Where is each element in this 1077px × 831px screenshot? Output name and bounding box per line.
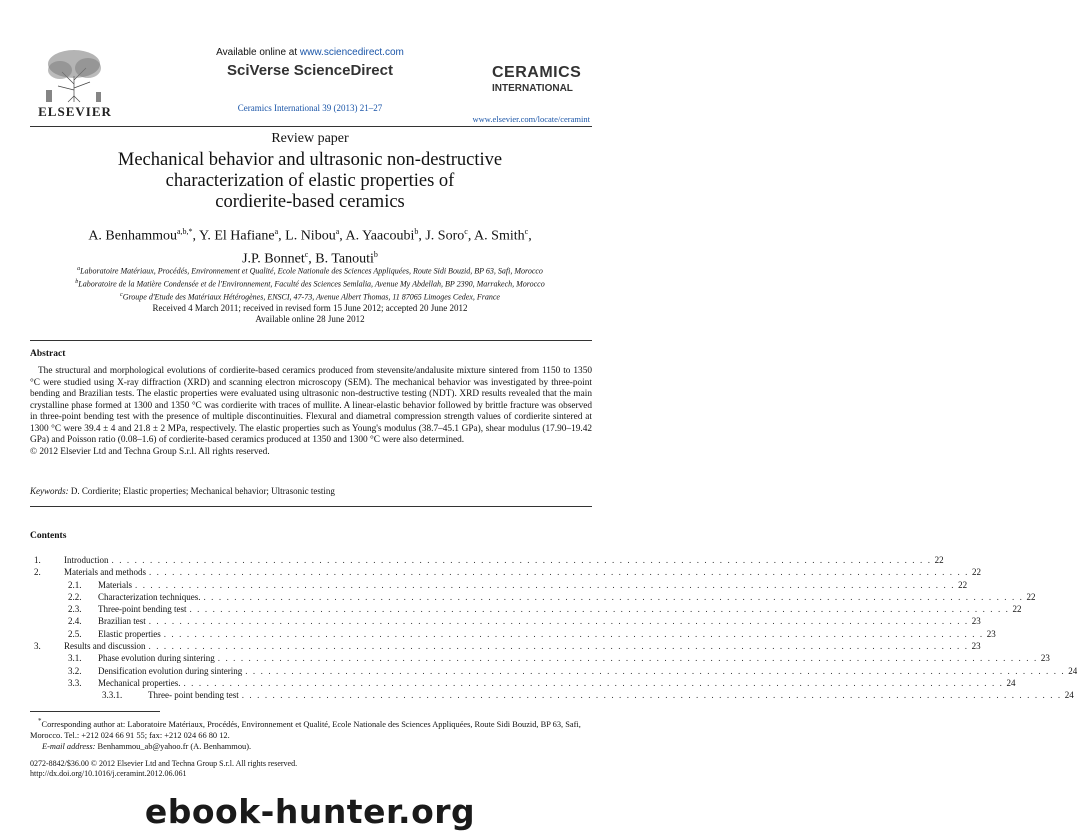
toc-page: 22 bbox=[934, 555, 944, 565]
toc-entry[interactable] bbox=[30, 554, 944, 566]
affiliation: $^c$Groupe d'Etude des Matériaux Hétérogènes, ENSCI, 47-73, Avenue Albert Thomas, 11 87065 Limoges Cedex, France bbox=[120, 292, 500, 302]
abstract-copyright: © 2012 Elsevier Ltd and Techna Group S.r.l. All rights reserved. bbox=[30, 446, 270, 457]
article-title bbox=[0, 150, 620, 213]
toc-page: 23 bbox=[971, 616, 981, 627]
affiliation: $^b$Laboratoire de la Matière Condensée et de l'Environnement, Faculté des Sciences Semlalia, Avenue My Abdellah, BP 2390, Marrakech, Morocco bbox=[75, 279, 545, 289]
abstract-heading: Abstract bbox=[30, 349, 66, 359]
toc-page: 23 bbox=[986, 628, 996, 639]
author-sup[interactable]: c bbox=[524, 227, 529, 236]
title-line: characterization of elastic properties of bbox=[165, 171, 455, 191]
toc-number: 3.2. bbox=[68, 665, 82, 676]
header-rule bbox=[30, 126, 592, 127]
author-sup[interactable]: b bbox=[373, 249, 378, 259]
toc-entry[interactable] bbox=[30, 603, 1022, 615]
abstract-top-rule bbox=[30, 340, 592, 341]
toc-leader-dots: . . . . . . . . . . . . . . . . . . . . . . . . . . . . . . . . . . . . . . . . . . . . . . . . . . . . . . . . . . . . . . . . . . . . . . . . . . . . . . . . . . . . . . . . . . . . . . . . . . . . . . . . . . . bbox=[163, 628, 984, 639]
toc-title: Mechanical properties. bbox=[98, 677, 181, 688]
footnote-marker: * bbox=[38, 717, 42, 725]
article-type: Review paper bbox=[271, 131, 349, 146]
journal-logo-line2: INTERNATIONAL bbox=[492, 83, 573, 94]
toc-number: 2.4. bbox=[68, 616, 82, 627]
toc-entry[interactable] bbox=[30, 591, 1036, 603]
toc-number: 2.3. bbox=[68, 604, 82, 615]
toc-entry[interactable] bbox=[30, 677, 1016, 689]
toc-entry[interactable] bbox=[30, 615, 981, 627]
toc-entry[interactable] bbox=[30, 640, 981, 652]
toc-title: Three-point bending test bbox=[98, 604, 187, 615]
toc-page: 24 bbox=[1064, 690, 1074, 701]
toc-page: 22 bbox=[1026, 591, 1036, 602]
toc-leader-dots: . . . . . . . . . . . . . . . . . . . . . . . . . . . . . . . . . . . . . . . . . . . . . . . . . . . . . . . . . . . . . . . . . . . . . . . . . . . . . . . . . . . . . . . . . . . . . . . . . . . . . . . . . . . bbox=[111, 555, 932, 565]
issn-footer bbox=[30, 759, 297, 779]
toc-entry[interactable] bbox=[30, 652, 1050, 664]
affiliations bbox=[20, 264, 600, 303]
author-name: Y. El Hafiane bbox=[199, 228, 275, 244]
toc-page: 24 bbox=[1006, 677, 1016, 688]
toc-leader-dots: . . . . . . . . . . . . . . . . . . . . . . . . . . . . . . . . . . . . . . . . . . . . . . . . . . . . . . . . . . . . . . . . . . . . . . . . . . . . . . . . . . . . . . . . . . . . . . . . . . . . . . . . . . . bbox=[241, 690, 1062, 701]
toc-title: Introduction bbox=[64, 555, 109, 565]
toc-leader-dots: . . . . . . . . . . . . . . . . . . . . . . . . . . . . . . . . . . . . . . . . . . . . . . . . . . . . . . . . . . . . . . . . . . . . . . . . . . . . . . . . . . . . . . . . . . . . . . . . . . . . . . . . . . . bbox=[148, 567, 970, 578]
affiliation: $^a$Laboratoire Matériaux, Procédés, Environnement et Qualité, Ecole Nationale des Sciences Appliquées, Route Sidi Bouzid, BP 63, Safi, Morocco bbox=[77, 266, 543, 276]
toc-title: Three- point bending test bbox=[148, 690, 239, 701]
toc-entry[interactable] bbox=[30, 628, 996, 640]
toc-title: Phase evolution during sintering bbox=[98, 653, 215, 664]
abstract-paragraph: The structural and morphological evolutions of cordierite-based ceramics produced from stevensite/andalusite mixture sintered from 1150 to 1350 °C were studied using X-ray diffraction (XRD) and scanning electron microscopy (SEM). The mechanical behavior was investigated by three-point bending and Brazilian tests. The elastic properties were evaluated using ultrasonic non-destructive testing (NDT). XRD results revealed that the main crystalline phase formed at 1300 and 1350 °C was cordierite with traces of mullite. A linear-elastic behavior followed by brittle fracture was observed in three-point bending test with the presence of multiple discontinuities. Flexural and diametral compression strength values of cordierite sintered at 1300 °C were 39.4 ± 4 and 21.8 ± 2 MPa, respectively. The elastic properties such as Young's modulus (38.7–45.1 GPa), shear modulus (17.90–19.42 GPa) and Poisson ratio (0.08–1.6) of cordierite-based ceramics produced at 1350 and 1300 °C were also determined. bbox=[30, 366, 592, 445]
toc-title: Densification evolution during sintering bbox=[98, 665, 243, 676]
keywords-list: D. Cordierite; Elastic properties; Mechanical behavior; Ultrasonic testing bbox=[70, 486, 335, 496]
toc-number: 3. bbox=[34, 641, 41, 652]
author-name: J. Soro bbox=[425, 228, 465, 244]
author-name: J.P. Bonnet bbox=[242, 251, 305, 267]
title-line: Mechanical behavior and ultrasonic non-destructive bbox=[117, 150, 503, 170]
contents-heading: Contents bbox=[30, 531, 67, 541]
toc-leader-dots: . . . . . . . . . . . . . . . . . . . . . . . . . . . . . . . . . . . . . . . . . . . . . . . . . . . . . . . . . . . . . . . . . . . . . . . . . . . . . . . . . . . . . . . . . . . . . . . . . . . . . . . . . . . bbox=[189, 604, 1010, 615]
toc-title: Materials and methods bbox=[64, 567, 146, 578]
available-prefix: Available online at bbox=[216, 47, 300, 58]
author-sup[interactable]: a bbox=[335, 227, 340, 236]
toc-leader-dots: . . . . . . . . . . . . . . . . . . . . . . . . . . . . . . . . . . . . . . . . . . . . . . . . . . . . . . . . . . . . . . . . . . . . . . . . . . . . . . . . . . . . . . . . . . . . . . . . . . . . . . . . . . . bbox=[148, 641, 969, 652]
toc-number: 3.3. bbox=[68, 677, 82, 688]
toc-number: 2.1. bbox=[68, 579, 82, 590]
author-sup[interactable]: c bbox=[304, 249, 309, 259]
author-name: B. Tanouti bbox=[315, 251, 374, 267]
platform-name: SciVerse ScienceDirect bbox=[227, 62, 393, 79]
toc-title: Results and discussion bbox=[64, 641, 146, 652]
journal-url-link[interactable]: www.elsevier.com/locate/ceramint bbox=[472, 114, 590, 124]
footnote-text: Corresponding author at: Laboratoire Matériaux, Procédés, Environnement et Qualité, Ecole Nationale des Sciences Appliquées, Route Sidi Bouzid, BP 63, Safi, Morocco. Tel.: +212 024 66 91 55; fax: +212 024 66 80 12. bbox=[30, 719, 581, 740]
journal-logo bbox=[492, 64, 592, 94]
author-name: L. Nibou bbox=[285, 228, 336, 244]
article-dates bbox=[0, 303, 620, 325]
toc-entry[interactable] bbox=[30, 579, 968, 591]
author-sup[interactable]: a,b,* bbox=[176, 227, 193, 236]
toc-leader-dots: . . . . . . . . . . . . . . . . . . . . . . . . . . . . . . . . . . . . . . . . . . . . . . . . . . . . . . . . . . . . . . . . . . . . . . . . . . . . . . . . . . . . . . . . . . . . . . . . . . . . . . . . . . . bbox=[217, 653, 1038, 664]
watermark: ebook-hunter.org bbox=[144, 792, 476, 831]
author-sup[interactable]: b bbox=[414, 227, 419, 236]
toc-page: 22 bbox=[972, 567, 982, 578]
toc-page: 23 bbox=[1040, 653, 1050, 664]
available-online-line bbox=[0, 47, 620, 58]
footnote bbox=[30, 716, 592, 752]
toc-title: Materials bbox=[98, 579, 132, 590]
toc-page: 22 bbox=[1012, 604, 1022, 615]
email-address[interactable]: Benhammou_ab@yahoo.fr (A. Benhammou). bbox=[97, 741, 252, 751]
journal-logo-line1: CERAMICS bbox=[492, 64, 582, 81]
toc-leader-dots: . . . . . . . . . . . . . . . . . . . . . . . . . . . . . . . . . . . . . . . . . . . . . . . . . . . . . . . . . . . . . . . . . . . . . . . . . . . . . . . . . . . . . . . . . . . . . . . . . . . . . . . . . . . bbox=[183, 677, 1004, 688]
toc-entry[interactable] bbox=[30, 689, 1074, 701]
received-dates: Received 4 March 2011; received in revised form 15 June 2012; accepted 20 June 2012 bbox=[152, 303, 468, 313]
toc-title: Characterization techniques. bbox=[98, 591, 201, 602]
keywords-label: Keywords: bbox=[30, 486, 69, 496]
available-online-date: Available online 28 June 2012 bbox=[255, 314, 365, 324]
toc-number: 2. bbox=[34, 567, 41, 578]
author-sup[interactable]: c bbox=[464, 227, 468, 236]
toc-number: 3.1. bbox=[68, 653, 82, 664]
issn-line: 0272-8842/$36.00 © 2012 Elsevier Ltd and Techna Group S.r.l. All rights reserved. bbox=[30, 759, 298, 768]
toc-page: 22 bbox=[958, 579, 968, 590]
toc-number: 2.5. bbox=[68, 628, 82, 639]
toc-number: 2.2. bbox=[68, 591, 82, 602]
toc-leader-dots: . . . . . . . . . . . . . . . . . . . . . . . . . . . . . . . . . . . . . . . . . . . . . . . . . . . . . . . . . . . . . . . . . . . . . . . . . . . . . . . . . . . . . . . . . . . . . . . . . . . . . . . . . . . bbox=[203, 591, 1024, 602]
toc-title: Brazilian test bbox=[98, 616, 146, 627]
toc-title: Elastic properties bbox=[98, 628, 161, 639]
table-of-contents bbox=[30, 554, 1077, 702]
author-name: A. Benhammou bbox=[88, 228, 177, 244]
toc-page: 23 bbox=[971, 641, 981, 652]
abstract-bottom-rule bbox=[30, 506, 592, 507]
toc-entry[interactable] bbox=[30, 665, 1077, 677]
sciencedirect-link[interactable]: www.sciencedirect.com bbox=[299, 47, 404, 58]
toc-page: 24 bbox=[1068, 665, 1077, 676]
toc-number: 3.3.1. bbox=[102, 690, 123, 701]
publisher-logo-text: ELSEVIER bbox=[38, 104, 112, 119]
email-label: E-mail address: bbox=[42, 741, 96, 751]
author-list: A. Benhammou$^{a,b,*}$, Y. El Hafiane$^a$, L. Nibou$^a$, A. Yaacoubi$^b$, J. Soro$^c$, A. Smith$^c$, J.P. Bonnet$^c$, B. Tanouti$^b$ bbox=[88, 227, 532, 267]
toc-leader-dots: . . . . . . . . . . . . . . . . . . . . . . . . . . . . . . . . . . . . . . . . . . . . . . . . . . . . . . . . . . . . . . . . . . . . . . . . . . . . . . . . . . . . . . . . . . . . . . . . . . . . . . . . . . . bbox=[148, 616, 969, 627]
title-line: cordierite-based ceramics bbox=[215, 192, 405, 212]
author-sup[interactable]: a bbox=[274, 227, 279, 236]
toc-number: 1. bbox=[34, 555, 41, 565]
footnote-rule bbox=[30, 711, 160, 712]
author-name: A. Yaacoubi bbox=[345, 228, 415, 244]
keywords bbox=[30, 486, 335, 496]
toc-entry[interactable] bbox=[30, 566, 982, 578]
toc-leader-dots: . . . . . . . . . . . . . . . . . . . . . . . . . . . . . . . . . . . . . . . . . . . . . . . . . . . . . . . . . . . . . . . . . . . . . . . . . . . . . . . . . . . . . . . . . . . . . . . . . . . . . . . . . . . bbox=[245, 665, 1066, 676]
journal-citation[interactable]: Ceramics International 39 (2013) 21–27 bbox=[237, 103, 383, 113]
toc-leader-dots: . . . . . . . . . . . . . . . . . . . . . . . . . . . . . . . . . . . . . . . . . . . . . . . . . . . . . . . . . . . . . . . . . . . . . . . . . . . . . . . . . . . . . . . . . . . . . . . . . . . . . . . . . . . bbox=[135, 579, 956, 590]
author-name: A. Smith bbox=[474, 228, 525, 244]
abstract-text bbox=[30, 366, 592, 458]
doi-link[interactable]: http://dx.doi.org/10.1016/j.ceramint.2012.06.061 bbox=[30, 769, 187, 778]
